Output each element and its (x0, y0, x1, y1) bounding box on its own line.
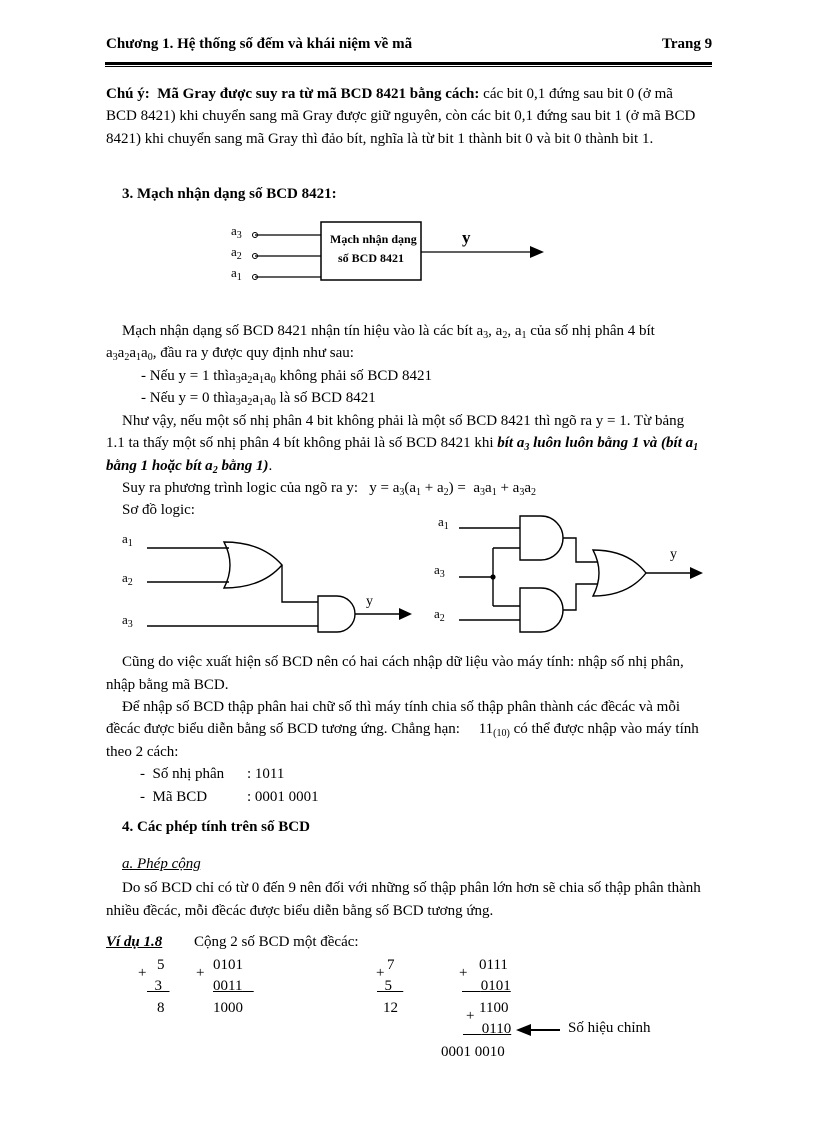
input-p2-l3: theo 2 cách: (106, 744, 179, 760)
left-arrow-icon (516, 1024, 531, 1036)
section-4-title: 4. Các phép tính trên số BCD (122, 819, 310, 835)
note-line-1: Chú ý: Mã Gray được suy ra từ mã BCD 8421 bằng cách: các bit 0,1 đứng sau bit 0 (ở mã (106, 86, 673, 102)
right-label-a1: $a_1$ (438, 514, 449, 532)
example-label: Ví dụ 1.8 (106, 934, 163, 950)
example-text: Cộng 2 số BCD một đềcác: (194, 934, 359, 950)
equation-line: Suy ra phương trình logic của ngõ ra y: $y = a_3(a_1 + a_2) = a_3a_1 + a_3a_2$ (122, 480, 537, 498)
right-label-a3: $a_3$ (434, 562, 445, 580)
section-4-p-l2: nhiều đềcác, mỗi đềcác được biểu diễn bằng số BCD tương ứng. (106, 903, 494, 919)
right-label-y: y (670, 547, 677, 562)
ex2-sum: 12 (383, 1000, 398, 1016)
ex2-bin-result: 0001 0010 (441, 1044, 505, 1060)
plus-sign: + (196, 965, 205, 981)
block-label-1: Mạch nhận dạng (330, 232, 417, 246)
block-input-a2: $a_2$ (231, 244, 242, 262)
left-label-a2: $a_2$ (122, 570, 133, 588)
ex1-bin-sum: 1000 (213, 1000, 243, 1016)
ex2-a: 7 (387, 957, 395, 973)
input-p2-l1: Để nhập số BCD thập phân hai chữ số thì máy tính chia số thập phân thành các đềcác và mỗi (122, 699, 680, 715)
section-3-title: 3. Mạch nhận dạng số BCD 8421: (122, 186, 337, 202)
desc-line-p2-3: bằng 1 hoặc bít $a_2$ bằng 1). (106, 458, 273, 476)
input-p2-l2: đềcác được biểu diễn bằng số BCD tương ứng. Chẳng hạn: $11_{(10)}$ có thể được nhập vào máy tính (106, 721, 699, 739)
plus-sign: + (376, 965, 385, 981)
block-input-a1: $a_1$ (231, 265, 242, 283)
section-4-p-l1: Do số BCD chỉ có từ 0 đến 9 nên đối với những số thập phân lớn hơn sẽ chia số thập phân thành (122, 880, 701, 896)
header-title: Chương 1. Hệ thống số đếm và khái niệm về mã (106, 36, 413, 52)
ex2-bin-sum: 1100 (479, 1000, 509, 1016)
plus-sign: + (459, 965, 468, 981)
ex2-bin-corr: 0110 (481, 1021, 512, 1037)
ex2-bin-a: 0111 (479, 957, 508, 973)
ex1-bin-a: 0101 (213, 957, 243, 973)
correction-label: Số hiệu chỉnh (568, 1020, 651, 1036)
list-item: - Số nhị phân (140, 766, 225, 782)
left-label-a1: $a_1$ (122, 531, 133, 549)
ex2-bin-b: 0101 (480, 978, 511, 994)
desc-line-p2-1: Như vậy, nếu một số nhị phân 4 bit không phải là một số BCD 8421 thì ngõ ra y = 1. Từ bảng (122, 413, 685, 429)
bullet-1: - Nếu y = 1 $thìa_3a_2a_1a_0$ không phải số BCD 8421 (141, 368, 432, 386)
ex1-b: 3 (154, 978, 162, 994)
block-input-a3: $a_3$ (231, 223, 242, 241)
list-item-value: : 0001 0001 (247, 789, 319, 805)
bullet-2: - Nếu y = 0 $thìa_3a_2a_1a_0$ là số BCD 8421 (141, 390, 376, 408)
list-item: - Mã BCD (140, 789, 208, 805)
ex2-b: 5 (384, 978, 392, 994)
desc-line-1: Mạch nhận dạng số BCD 8421 nhận tín hiệu vào là các bít $a_3$, $a_2$, $a_1$ của số nhị phân 4 bít (122, 323, 655, 341)
note-line-3: 8421) khi chuyển sang mã Gray thì đảo bít, nghĩa là từ bit 1 thành bit 0 và bit 0 thành bit 1. (106, 131, 654, 147)
block-output-y: y (462, 228, 471, 247)
input-p1-l1: Cũng do việc xuất hiện số BCD nên có hai cách nhập dữ liệu vào máy tính: nhập số nhị phân, (122, 654, 684, 670)
plus-sign: + (138, 965, 147, 981)
plus-sign: + (466, 1008, 475, 1024)
ex1-bin-b: 0011 (213, 978, 243, 994)
input-p1-l2: nhập bằng mã BCD. (106, 677, 229, 693)
subsection-a-title: a. Phép cộng (122, 856, 201, 872)
logic-diagram-label: Sơ đồ logic: (122, 502, 195, 518)
left-label-a3: $a_3$ (122, 612, 133, 630)
block-label-2: số BCD 8421 (338, 251, 405, 265)
list-item-value: : 1011 (247, 766, 285, 782)
desc-line-p2-2: 1.1 ta thấy một số nhị phân 4 bít không phải là số BCD 8421 khi bít $a_3$ luôn luôn bằng 1 và (bít $a_1$ (106, 435, 699, 453)
ex1-a: 5 (157, 957, 165, 973)
note-line-2: BCD 8421) khi chuyển sang mã Gray được giữ nguyên, còn các bit 0,1 đứng sau bit 1 (ở mã BCD (106, 108, 696, 124)
left-label-y: y (366, 594, 373, 609)
ex1-sum: 8 (157, 1000, 165, 1016)
desc-line-2: $a_3a_2a_1a_0$, đầu ra y được quy định như sau: (106, 345, 354, 363)
right-label-a2: $a_2$ (434, 606, 445, 624)
page-number: Trang 9 (662, 36, 713, 52)
